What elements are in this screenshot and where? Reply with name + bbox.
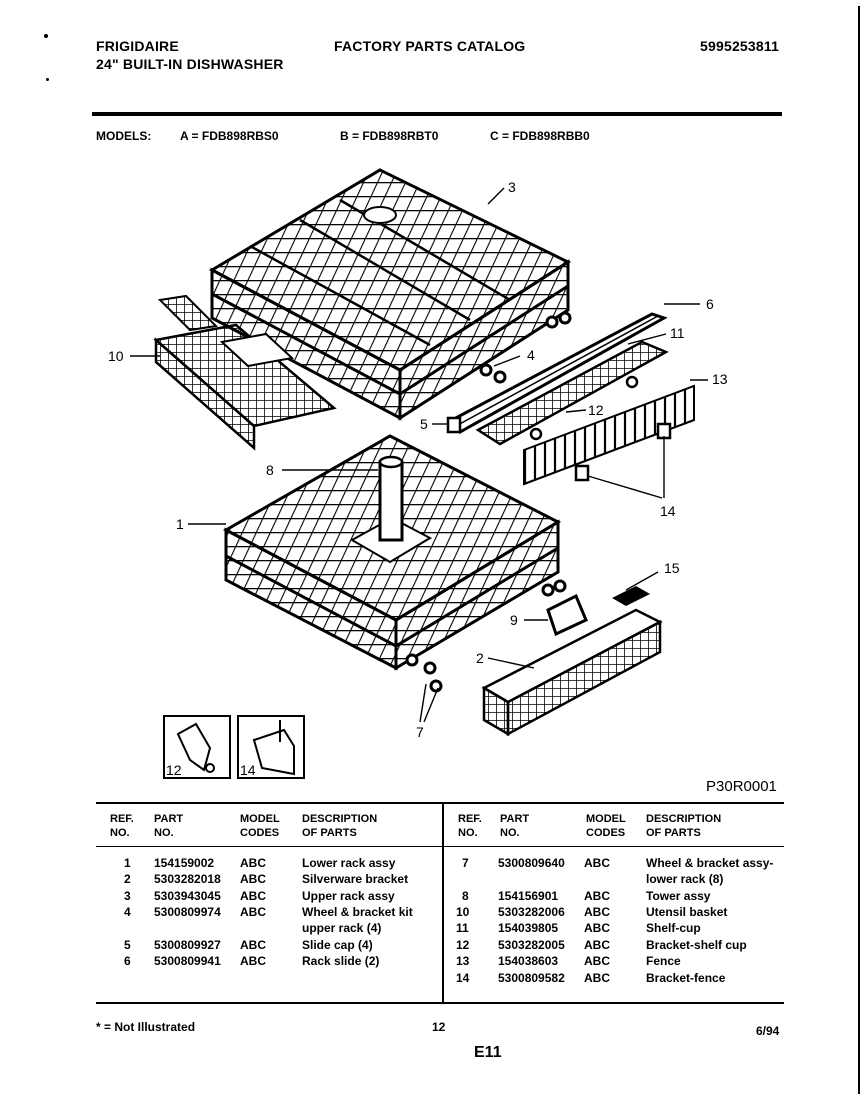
col-header-part: PART NO. [154, 813, 184, 839]
callout-9: 9 [510, 612, 518, 628]
col-header-model-right: MODEL CODES [586, 813, 626, 839]
models-label: MODELS: [96, 129, 152, 143]
callout-10: 10 [108, 348, 124, 364]
model-a: A = FDB898RBS0 [180, 129, 279, 143]
model-c: C = FDB898RBB0 [490, 129, 590, 143]
catalog-number: 5995253811 [700, 38, 780, 54]
callout-13: 13 [712, 371, 728, 387]
inset-label-12: 12 [166, 762, 182, 778]
callout-1: 1 [176, 516, 184, 532]
callout-7: 7 [416, 724, 424, 740]
catalog-title: FACTORY PARTS CATALOG [334, 38, 526, 54]
table-divider [442, 802, 444, 1002]
col-header-desc-right: DESCRIPTION OF PARTS [646, 813, 722, 839]
callout-14: 14 [660, 503, 676, 519]
col-header-part-right: PART NO. [500, 813, 530, 839]
col-header-ref: REF. NO. [110, 813, 134, 839]
callout-12: 12 [588, 402, 604, 418]
col-header-ref-right: REF. NO. [458, 813, 482, 839]
drawing-code: P30R0001 [706, 778, 777, 795]
callout-8: 8 [266, 462, 274, 478]
lower-rack-illustration [226, 436, 565, 691]
product-name: 24" BUILT-IN DISHWASHER [96, 56, 284, 72]
callout-2: 2 [476, 650, 484, 666]
callout-3: 3 [508, 179, 516, 195]
callout-4: 4 [527, 347, 535, 363]
callout-11: 11 [670, 325, 685, 341]
model-b: B = FDB898RBT0 [340, 129, 439, 143]
table-header-rule [96, 846, 784, 847]
silverware-basket-illustration [484, 586, 660, 734]
table-top-rule [96, 802, 784, 804]
callout-6: 6 [706, 296, 714, 312]
col-header-desc: DESCRIPTION OF PARTS [302, 813, 378, 839]
col-header-model: MODEL CODES [240, 813, 280, 839]
callout-5: 5 [420, 416, 428, 432]
table-bottom-rule [96, 1002, 784, 1004]
inset-label-14: 14 [240, 762, 256, 778]
brand-name: FRIGIDAIRE [96, 38, 179, 54]
callout-15: 15 [664, 560, 680, 576]
not-illustrated-note: * = Not Illustrated [96, 1020, 196, 1034]
section-code: E11 [474, 1044, 502, 1061]
page-number: 12 [432, 1020, 446, 1034]
print-date: 6/94 [756, 1024, 780, 1038]
